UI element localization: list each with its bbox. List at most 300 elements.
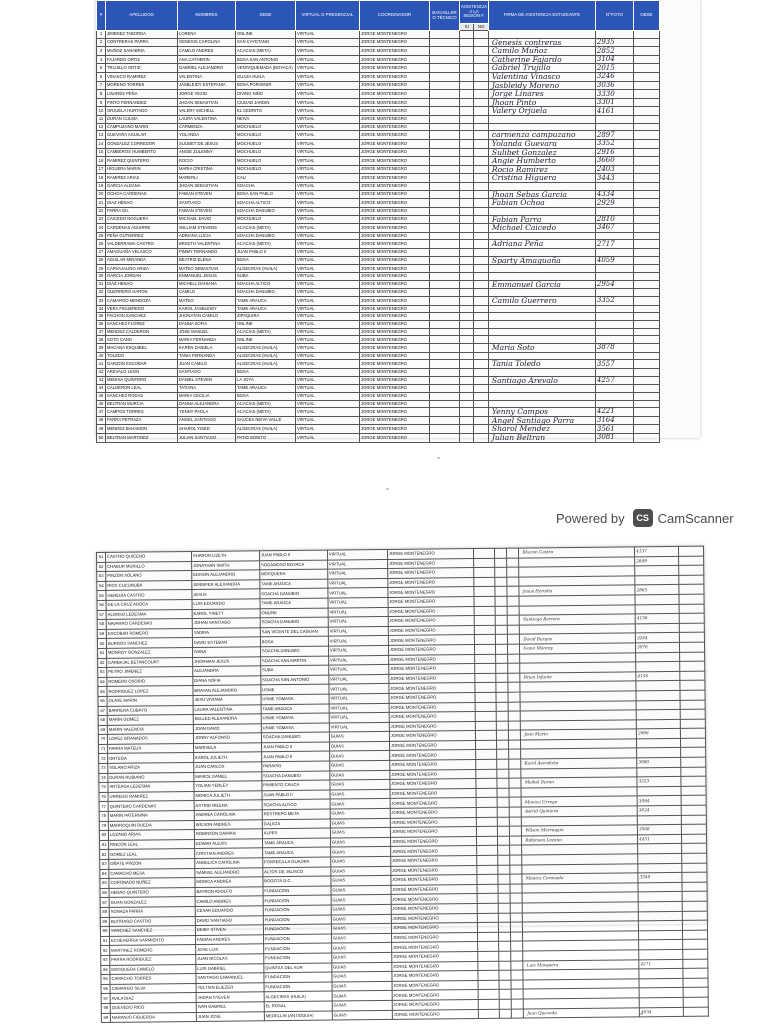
- observaciones-cell: [633, 116, 659, 124]
- asistencia-si-cell: [460, 320, 474, 328]
- sede-cell: TAME ARAUCA: [236, 305, 296, 313]
- table-row: [97, 256, 660, 265]
- sede-cell: FUNDACION: [263, 943, 331, 953]
- coordinador-cell: JORGE MONTENEGRO: [392, 980, 478, 990]
- sede-cell: CIUDAD JARDIN: [236, 98, 296, 107]
- asistencia-no-cell: [509, 711, 521, 721]
- observaciones-cell: [633, 224, 659, 233]
- table-row: [97, 249, 660, 257]
- nombres-cell: JOHAN SANTIAGO: [192, 618, 260, 628]
- asistencia-si-cell: [496, 654, 508, 664]
- observaciones-cell: [679, 632, 704, 642]
- coordinador-cell: JORGE MONTENEGRO: [389, 702, 475, 712]
- modalidad-cell: VIRTUAL: [296, 199, 360, 208]
- row-number: 79: [99, 821, 108, 831]
- coordinador-cell: JORGE MONTENEGRO: [392, 1009, 478, 1019]
- asistencia-si-cell: [460, 425, 474, 434]
- modalidad-cell: GUIAS: [330, 856, 390, 866]
- apellidos-cell: DE LA CRUZ AROCA: [106, 599, 192, 609]
- signature-cell: Gabriel Trujillo: [488, 64, 595, 73]
- nombres-cell: CAMILO: [178, 289, 236, 297]
- nombres-cell: ALEJANDRA: [193, 666, 261, 676]
- table-row: [97, 165, 660, 174]
- coordinador-cell: JORGE MONTENEGRO: [360, 408, 430, 417]
- observaciones-cell: [680, 690, 705, 700]
- header-num: #: [97, 1, 106, 31]
- nombres-cell: DEIBY STIVEN: [195, 925, 263, 935]
- sede-cell: FUNDACION: [263, 905, 331, 915]
- modalidad-cell: VIRTUAL: [296, 207, 360, 215]
- nombres-cell: YOLANDA: [178, 131, 236, 140]
- apellidos-cell: CARDENAS AGUIRRE: [106, 224, 178, 233]
- sede-cell: PIMIENTO CAUCA: [262, 780, 330, 790]
- asistencia-no-cell: [509, 788, 521, 798]
- bachiller-cell: [430, 376, 460, 385]
- table-row: [97, 116, 660, 124]
- bachiller-cell: [430, 55, 460, 64]
- nombres-cell: PIMMY FERNANDO: [178, 249, 236, 257]
- photo-number-cell: [636, 690, 680, 700]
- bachiller-cell: [430, 232, 460, 240]
- sede-cell: ALGECIRAS (HUILA): [236, 343, 296, 352]
- row-number: 33: [97, 296, 106, 305]
- signature-cell: Michael Caicedo: [488, 224, 595, 233]
- photo-number-cell: 3352: [595, 140, 633, 149]
- coordinador-cell: JORGE MONTENEGRO: [360, 199, 430, 208]
- row-number: 89: [100, 917, 109, 927]
- coordinador-cell: JORGE MONTENEGRO: [360, 416, 430, 425]
- coordinador-cell: JORGE MONTENEGRO: [360, 336, 430, 344]
- asistencia-si-cell: [460, 313, 474, 321]
- asistencia-no-cell: [474, 256, 488, 265]
- asistencia-si-cell: [460, 305, 474, 313]
- photo-number-cell: [636, 709, 680, 719]
- coordinador-cell: JORGE MONTENEGRO: [389, 683, 475, 693]
- asistencia-no-cell: [509, 750, 521, 760]
- asistencia-si-cell: [460, 280, 474, 289]
- table-row: [97, 131, 660, 140]
- apellidos-cell: MONROY GONZALEZ: [106, 647, 192, 657]
- asistencia-si-cell: [496, 606, 508, 616]
- coordinador-cell: JORGE MONTENEGRO: [390, 817, 476, 827]
- modalidad-cell: VIRTUAL: [296, 289, 360, 297]
- bachiller-cell: [430, 98, 460, 107]
- nombres-cell: JUAN NICOLAS: [196, 954, 264, 964]
- observaciones-cell: [633, 360, 659, 369]
- asistencia-si-cell: [460, 408, 474, 417]
- photo-number-cell: [638, 911, 682, 921]
- observaciones-cell: [682, 901, 707, 911]
- asistencia-no-cell: [474, 31, 488, 39]
- row-number: 80: [99, 831, 108, 841]
- modalidad-cell: VIRTUAL: [296, 174, 360, 183]
- observaciones-cell: [633, 31, 659, 39]
- sede-cell: BOSA: [236, 392, 296, 400]
- modalidad-cell: GUIAS: [332, 981, 392, 991]
- asistencia-si-cell: [460, 81, 474, 90]
- nombres-cell: JHOAN SEBASTIAN: [178, 98, 236, 107]
- signature-cell: Yolanda Guevara: [488, 140, 595, 149]
- apellidos-cell: HEREDIA CASTRO: [106, 590, 192, 600]
- bachiller-cell: [477, 942, 499, 952]
- camscanner-watermark: [556, 509, 734, 527]
- nombres-cell: IVAN GABRIEL: [196, 1002, 264, 1012]
- nombres-cell: LAURA VALENTINA: [178, 116, 236, 124]
- asistencia-no-cell: [474, 408, 488, 417]
- row-number: 4: [97, 55, 106, 64]
- photo-number-cell: 2810: [595, 215, 633, 224]
- observaciones-cell: [680, 680, 705, 690]
- asistencia-si-cell: [499, 961, 511, 971]
- apellidos-cell: MACANA ESQUIBEL: [106, 343, 178, 352]
- coordinador-cell: JORGE MONTENEGRO: [360, 207, 430, 215]
- signature-cell: Ivana Monroy: [520, 643, 636, 654]
- asistencia-si-cell: [460, 98, 474, 107]
- apellidos-cell: QUINTERO CARDENAS: [108, 801, 194, 811]
- nombres-cell: JOAN DAVID: [193, 723, 261, 733]
- asistencia-no-cell: [510, 836, 522, 846]
- photo-number-cell: [636, 681, 680, 691]
- bachiller-cell: [474, 673, 496, 683]
- asistencia-si-cell: [499, 903, 511, 913]
- bachiller-cell: [430, 416, 460, 425]
- sede-cell: USME: [261, 684, 329, 694]
- sede-cell: BOSA SAN ANTONIO: [236, 55, 296, 64]
- apellidos-cell: CONTRERAS PARRA: [106, 38, 178, 47]
- sede-cell: FUNDACION: [264, 972, 332, 982]
- bachiller-cell: [476, 874, 498, 884]
- signature-cell: Jhoan Sebas Garcia: [488, 190, 595, 199]
- photo-number-cell: [595, 272, 633, 280]
- observaciones-cell: [678, 546, 703, 556]
- modalidad-cell: VIRTUAL: [296, 336, 360, 344]
- camscanner-text: CamScanner: [657, 510, 734, 526]
- row-number: 20: [97, 190, 106, 199]
- nombres-cell: CARMENZA: [178, 123, 236, 131]
- asistencia-no-cell: [508, 702, 520, 712]
- sede-cell: BOSA: [236, 256, 296, 265]
- asistencia-no-cell: [509, 740, 521, 750]
- nombres-cell: BRAYAN ALEJANDRO: [193, 685, 261, 695]
- coordinador-cell: JORGE MONTENEGRO: [392, 990, 478, 1000]
- photo-number-cell: 3900: [637, 757, 681, 767]
- photo-number-cell: [595, 182, 633, 190]
- modalidad-cell: VIRTUAL: [296, 90, 360, 99]
- modalidad-cell: VIRTUAL: [328, 645, 388, 655]
- bachiller-cell: [477, 894, 499, 904]
- observaciones-cell: [683, 987, 708, 997]
- asistencia-no-cell: [507, 548, 519, 558]
- sede-cell: MOCHUELO: [236, 123, 296, 131]
- bachiller-cell: [430, 320, 460, 328]
- modalidad-cell: GUIAS: [331, 924, 391, 934]
- nombres-cell: SANTIAGO ENMANUEL: [196, 973, 264, 983]
- coordinador-cell: JORGE MONTENEGRO: [388, 597, 474, 607]
- asistencia-si-cell: [500, 999, 512, 1009]
- sede-cell: FUNDACION: [263, 934, 331, 944]
- sede-cell: PARAISO: [262, 761, 330, 771]
- apellidos-cell: BARRERA CUBAYO: [107, 705, 193, 715]
- modalidad-cell: VIRTUAL: [296, 31, 360, 39]
- bachiller-cell: [430, 157, 460, 166]
- bachiller-cell: [430, 207, 460, 215]
- observaciones-cell: [680, 652, 705, 662]
- photo-number-cell: 3624: [637, 805, 681, 815]
- nombres-cell: SULIBET DE JESUS: [178, 140, 236, 149]
- sede-cell: FUNDACION: [263, 924, 331, 934]
- modalidad-cell: VIRTUAL: [296, 296, 360, 305]
- photo-number-cell: 3561: [595, 425, 633, 434]
- asistencia-si-cell: [499, 932, 511, 942]
- row-number: 17: [97, 165, 106, 174]
- photo-number-cell: 3443: [595, 174, 633, 183]
- header-no: NO: [474, 24, 488, 31]
- bachiller-cell: [430, 392, 460, 400]
- apellidos-cell: DIAZ HENAO: [106, 199, 178, 208]
- sede-cell: SOACHA DANUBIO: [261, 732, 329, 742]
- observaciones-cell: [633, 38, 659, 47]
- row-number: 21: [97, 199, 106, 208]
- asistencia-no-cell: [474, 433, 488, 442]
- row-number: 8: [97, 90, 106, 99]
- asistencia-si-cell: [460, 107, 474, 116]
- asistencia-si-cell: [498, 846, 510, 856]
- modalidad-cell: GUIAS: [329, 732, 389, 742]
- asistencia-no-cell: [510, 845, 522, 855]
- coordinador-cell: JORGE MONTENEGRO: [390, 865, 476, 875]
- observaciones-cell: [679, 556, 704, 566]
- modalidad-cell: GUIAS: [330, 828, 390, 838]
- sede-cell: MOCHUELO: [236, 140, 296, 149]
- observaciones-cell: [633, 280, 659, 289]
- coordinador-cell: JORGE MONTENEGRO: [360, 376, 430, 385]
- nombres-cell: KAROL JASBLEIDY: [178, 305, 236, 313]
- apellidos-cell: JIMENEZ TABORDA: [106, 31, 178, 39]
- coordinador-cell: JORGE MONTENEGRO: [388, 635, 474, 645]
- photo-number-cell: 2916: [595, 148, 633, 157]
- asistencia-no-cell: [507, 567, 519, 577]
- asistencia-si-cell: [460, 174, 474, 183]
- coordinador-cell: JORGE MONTENEGRO: [389, 750, 475, 760]
- row-number: 95: [101, 975, 110, 985]
- asistencia-si-cell: [460, 73, 474, 82]
- asistencia-si-cell: [460, 55, 474, 64]
- nombres-cell: WILLIAM STEVENS: [178, 224, 236, 233]
- photo-number-cell: 2852: [595, 47, 633, 56]
- photo-number-cell: 4451: [638, 834, 682, 844]
- asistencia-si-cell: [499, 913, 511, 923]
- asistencia-no-cell: [474, 123, 488, 131]
- bachiller-cell: [430, 131, 460, 140]
- coordinador-cell: JORGE MONTENEGRO: [360, 433, 430, 442]
- observaciones-cell: [633, 148, 659, 157]
- asistencia-no-cell: [474, 385, 488, 393]
- sede-cell: SOACHA ALTICO: [236, 280, 296, 289]
- table-row: [97, 408, 660, 417]
- table-row: [97, 416, 660, 425]
- asistencia-si-cell: [498, 798, 510, 808]
- photo-number-cell: 3246: [595, 73, 633, 82]
- observaciones-cell: [633, 207, 659, 215]
- apellidos-cell: NARANJO FIGUEROA: [110, 1012, 196, 1022]
- table-row: [97, 182, 660, 190]
- modalidad-cell: VIRTUAL: [296, 320, 360, 328]
- nombres-cell: LAURA VALENTINA: [193, 704, 261, 714]
- coordinador-cell: JORGE MONTENEGRO: [360, 232, 430, 240]
- nombres-cell: KAREN DANIELA: [178, 343, 236, 352]
- modalidad-cell: VIRTUAL: [296, 400, 360, 408]
- coordinador-cell: JORGE MONTENEGRO: [391, 884, 477, 894]
- asistencia-no-cell: [474, 73, 488, 82]
- sede-cell: FUNDACION: [264, 953, 332, 963]
- modalidad-cell: VIRTUAL: [296, 190, 360, 199]
- row-number: 5: [97, 64, 106, 73]
- sede-cell: BOGOTÁ D.C.: [263, 876, 331, 886]
- apellidos-cell: DIAZ HENAO: [106, 280, 178, 289]
- nombres-cell: GENESIS CAROLINA: [178, 38, 236, 47]
- apellidos-cell: CASTRO QUICENO: [105, 552, 191, 562]
- bachiller-cell: [478, 980, 500, 990]
- table-row: [97, 55, 660, 64]
- apellidos-cell: HIGUERA MARIN: [106, 165, 178, 174]
- apellidos-cell: AREVALO LEON: [106, 368, 178, 376]
- sede-cell: FONSECA LA GUAJIRA: [263, 857, 331, 867]
- asistencia-no-cell: [474, 368, 488, 376]
- photo-number-cell: 3264: [636, 633, 680, 643]
- row-number: 18: [97, 174, 106, 183]
- attendance-table-2: [96, 546, 709, 1023]
- apellidos-cell: DURAN RUBIANO: [108, 772, 194, 782]
- sede-cell: VENTAQUEMADA (BOYACÁ): [236, 64, 296, 73]
- nombres-cell: MATEO: [178, 296, 236, 305]
- signature-cell: [488, 313, 595, 321]
- modalidad-cell: VIRTUAL: [296, 107, 360, 116]
- modalidad-cell: VIRTUAL: [296, 224, 360, 233]
- nombres-cell: BEATRIZ ELENA: [178, 256, 236, 265]
- photo-number-cell: [638, 844, 682, 854]
- row-number: 49: [97, 425, 106, 434]
- coordinador-cell: JORGE MONTENEGRO: [388, 654, 474, 664]
- asistencia-no-cell: [508, 673, 520, 683]
- coordinador-cell: JORGE MONTENEGRO: [360, 296, 430, 305]
- row-number: 25: [97, 232, 106, 240]
- asistencia-si-cell: [460, 433, 474, 442]
- asistencia-si-cell: [460, 190, 474, 199]
- table-row: [97, 352, 660, 360]
- asistencia-si-cell: [497, 759, 509, 769]
- nombres-cell: MARIA CECILIA: [178, 392, 236, 400]
- signature-cell: [488, 305, 595, 313]
- observaciones-cell: [679, 565, 704, 575]
- photo-number-cell: [595, 207, 633, 215]
- signature-cell: Brian Infante: [520, 672, 636, 683]
- asistencia-si-cell: [460, 47, 474, 56]
- asistencia-no-cell: [511, 970, 523, 980]
- asistencia-si-cell: [460, 416, 474, 425]
- nombres-cell: CAMILO ANDRES: [178, 47, 236, 56]
- asistencia-no-cell: [511, 980, 523, 990]
- sede-cell: ONLINE: [236, 31, 296, 39]
- row-number: 31: [97, 280, 106, 289]
- row-number: 91: [101, 936, 110, 946]
- signature-cell: Maria Soto: [488, 343, 595, 352]
- observaciones-cell: [679, 642, 704, 652]
- signature-cell: Genesis contreras: [488, 38, 595, 47]
- bachiller-cell: [430, 272, 460, 280]
- nombres-cell: KAROL JULIETH: [193, 752, 261, 762]
- coordinador-cell: JORGE MONTENEGRO: [360, 385, 430, 393]
- apellidos-cell: CARVAJALINO ARIZA: [106, 265, 178, 273]
- nombres-cell: SHARON LIZETH: [191, 551, 259, 561]
- sede-cell: USME YOMASA: [261, 713, 329, 723]
- asistencia-si-cell: [495, 577, 507, 587]
- coordinador-cell: JORGE MONTENEGRO: [360, 215, 430, 224]
- asistencia-no-cell: [508, 692, 520, 702]
- bachiller-cell: [430, 174, 460, 183]
- asistencia-si-cell: [460, 368, 474, 376]
- asistencia-si-cell: [460, 240, 474, 249]
- nombres-cell: YADIRA: [192, 628, 260, 638]
- asistencia-si-cell: [460, 215, 474, 224]
- coordinador-cell: JORGE MONTENEGRO: [390, 798, 476, 808]
- modalidad-cell: VIRTUAL: [296, 232, 360, 240]
- asistencia-si-cell: [460, 289, 474, 297]
- asistencia-si-cell: [460, 224, 474, 233]
- nombres-cell: VALENTINA: [178, 73, 236, 82]
- table-row: [97, 174, 660, 183]
- apellidos-cell: FAJARDO ORTIZ: [106, 55, 178, 64]
- apellidos-cell: BUITRAGO CASTRO: [109, 916, 195, 926]
- asistencia-no-cell: [510, 797, 522, 807]
- signature-cell: [488, 328, 595, 336]
- photo-number-cell: 4156: [636, 671, 680, 681]
- apellidos-cell: ORTEGA: [108, 753, 194, 763]
- bachiller-cell: [430, 116, 460, 124]
- asistencia-si-cell: [498, 865, 510, 875]
- asistencia-si-cell: [460, 31, 474, 39]
- observaciones-cell: [633, 320, 659, 328]
- apellidos-cell: MARIN GOMEZ: [107, 715, 193, 725]
- asistencia-si-cell: [460, 90, 474, 99]
- asistencia-no-cell: [474, 280, 488, 289]
- modalidad-cell: GUIAS: [330, 837, 390, 847]
- asistencia-no-cell: [509, 769, 521, 779]
- asistencia-no-cell: [508, 644, 520, 654]
- header-asistencia: ASISTENCIA A LA SESIÓN F.: [460, 1, 489, 24]
- signature-cell: Fabian Parra: [488, 215, 595, 224]
- row-number: 37: [97, 328, 106, 336]
- nombres-cell: SHAROL YISED: [178, 425, 236, 434]
- coordinador-cell: JORGE MONTENEGRO: [390, 808, 476, 818]
- observaciones-cell: [682, 891, 707, 901]
- row-number: 97: [101, 994, 110, 1004]
- observaciones-cell: [681, 796, 706, 806]
- sede-cell: SOACHA DANUBIO: [260, 646, 328, 656]
- photo-number-cell: 3340: [638, 873, 682, 883]
- sede-cell: CALI: [236, 174, 296, 183]
- modalidad-cell: VIRTUAL: [296, 73, 360, 82]
- bachiller-cell: [430, 199, 460, 208]
- photo-number-cell: 2986: [637, 729, 681, 739]
- table-row: [97, 224, 660, 233]
- photo-number-cell: [639, 949, 683, 959]
- bachiller-cell: [477, 932, 499, 942]
- bachiller-cell: [475, 779, 497, 789]
- nombres-cell: DIANA SOFIA: [193, 676, 261, 686]
- observaciones-cell: [633, 64, 659, 73]
- observaciones-cell: [679, 623, 704, 633]
- coordinador-cell: JORGE MONTENEGRO: [360, 240, 430, 249]
